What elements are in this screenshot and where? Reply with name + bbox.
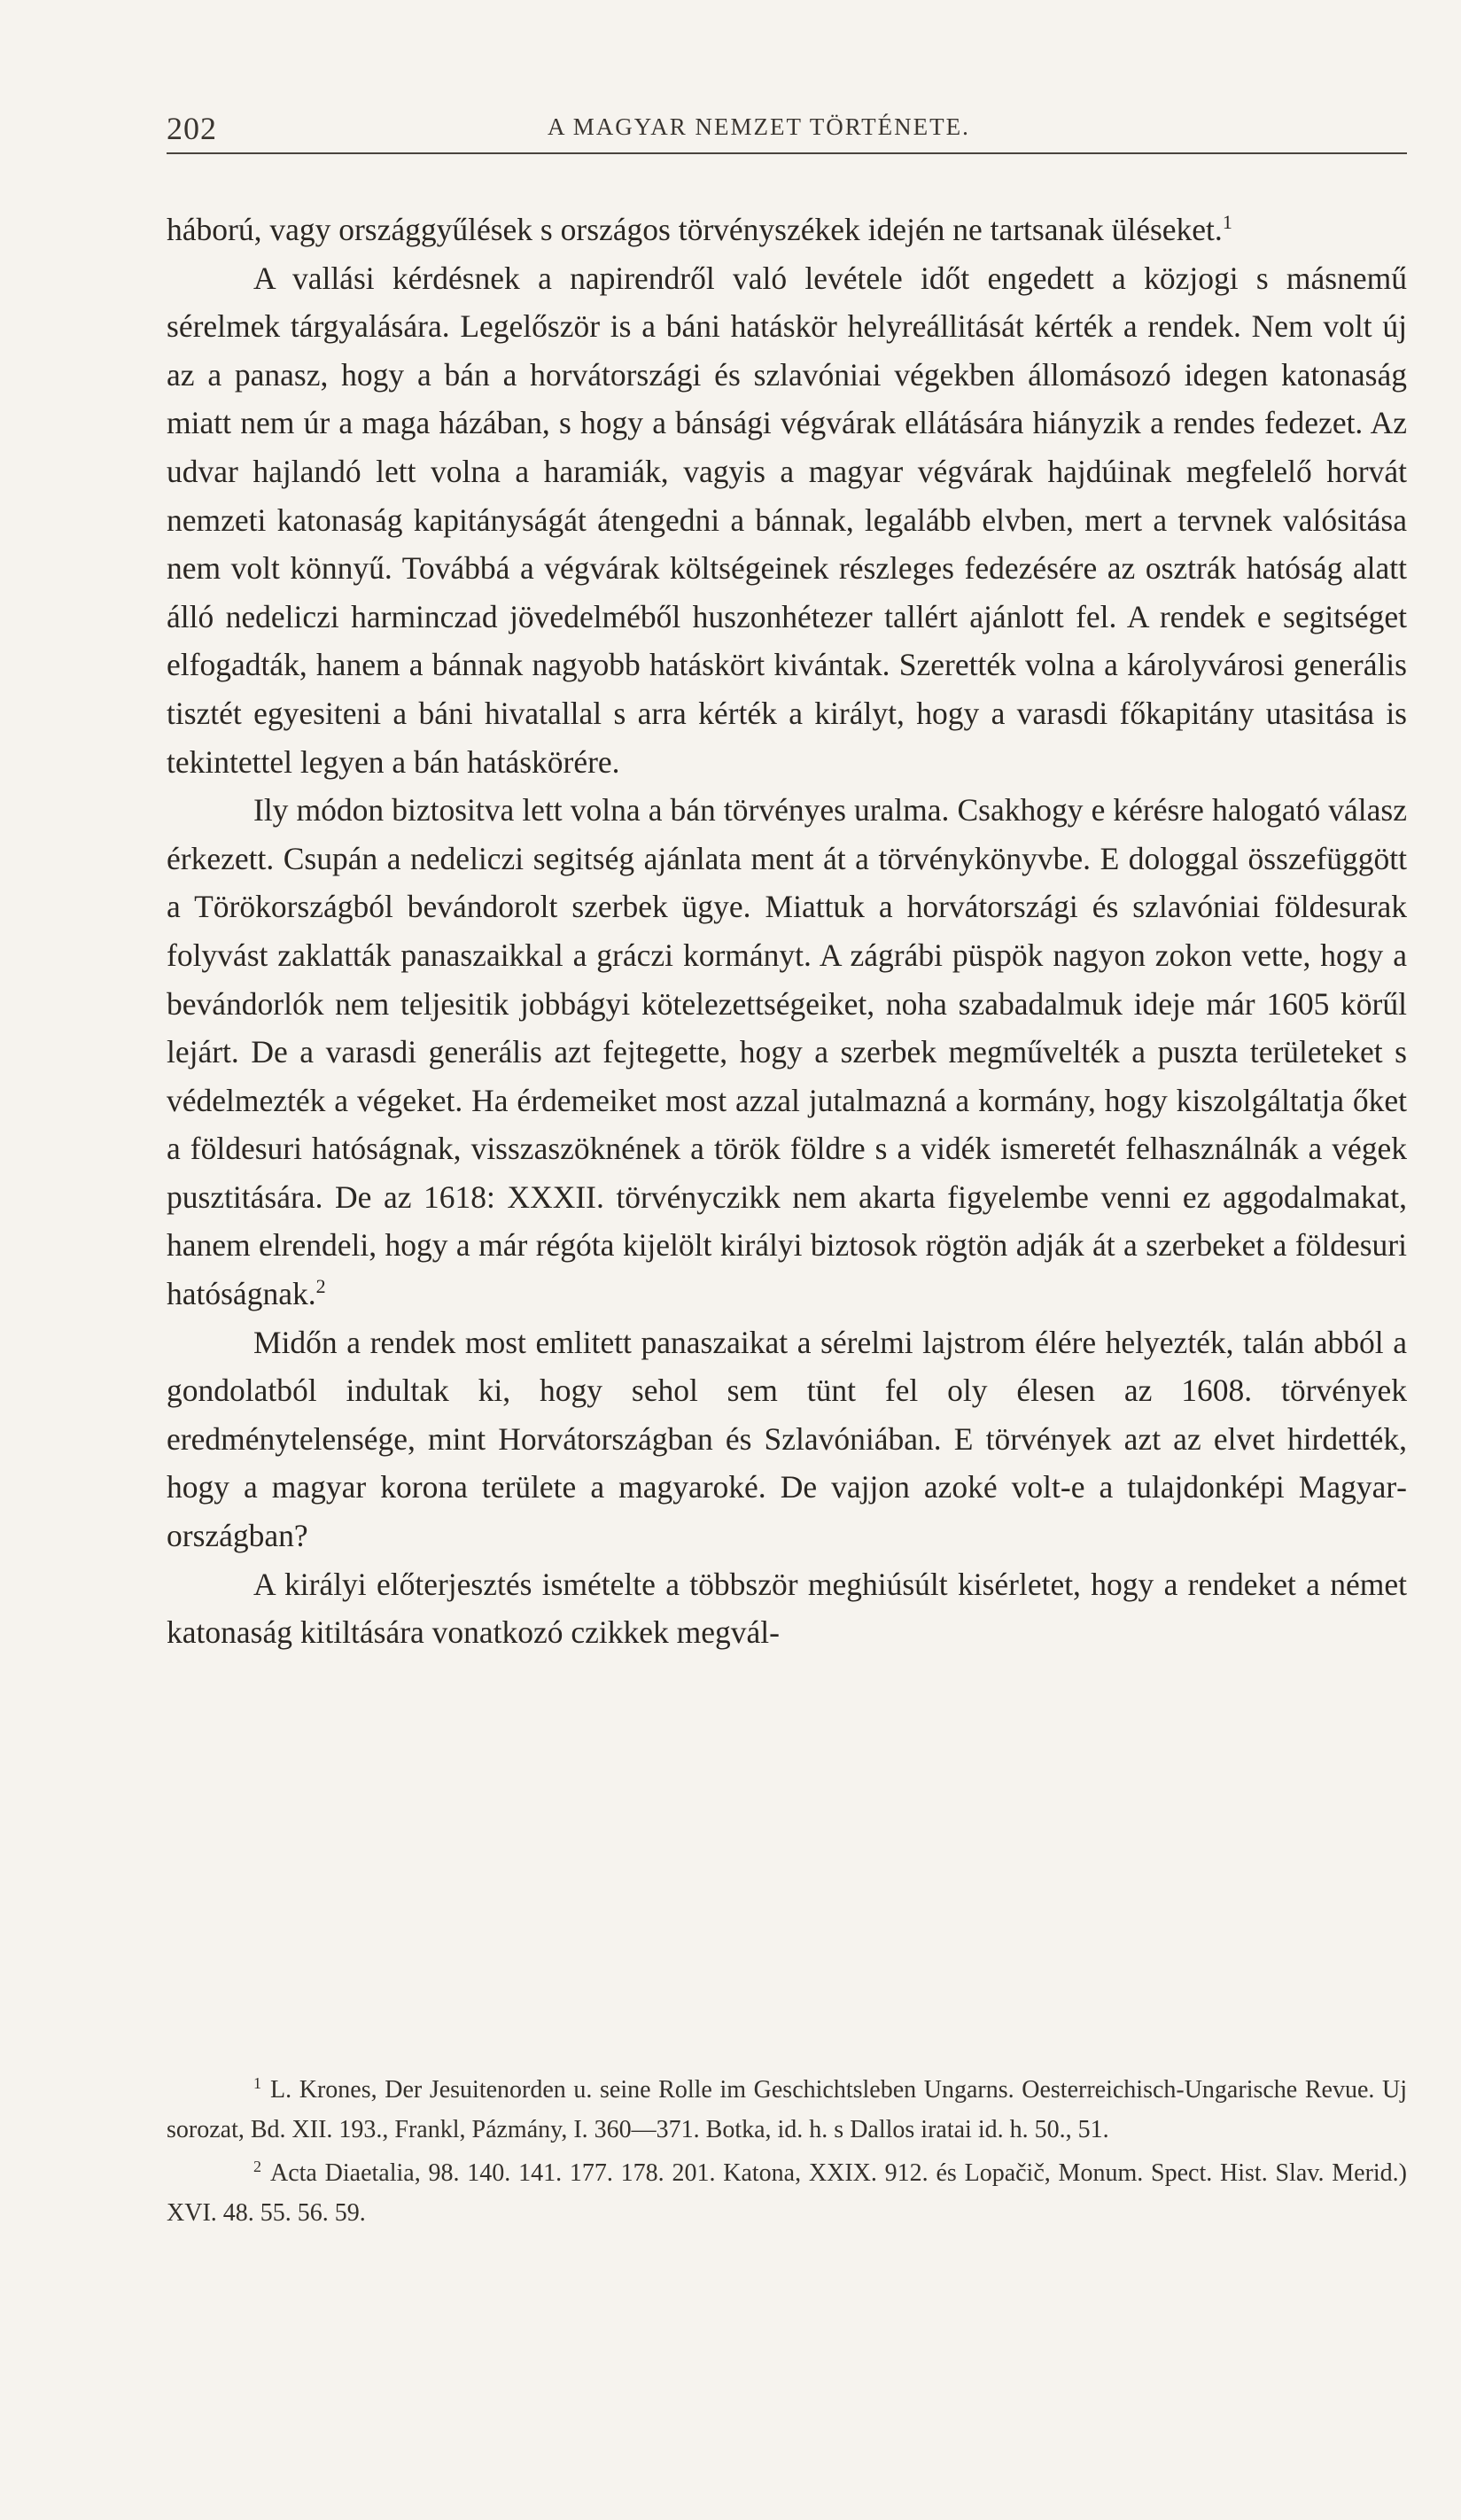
paragraph <box>167 1318 1407 1560</box>
paragraph-text: A királyi előterjesztés ismételte a többször meghiúsúlt kisérletet, hogy a rendeket a német katonaság kitiltására vonatkozó czikkek megvál- <box>167 1566 1407 1651</box>
running-title: A MAGYAR NEMZET TÖRTÉNETE. <box>548 113 970 140</box>
running-head <box>167 105 1407 158</box>
footnotes <box>167 2070 1407 2236</box>
paragraph <box>167 206 1407 254</box>
footnote-reference: 2 <box>315 1275 326 1298</box>
footnote-text: L. Krones, Der Jesuitenorden u. seine Rolle im Geschichtsleben Ungarns. Oesterreichisch-Ungarische Revue. Uj sorozat, Bd. XII. 193., Frankl, Pázmány, I. 360—371. Botka, id. h. s Dallos iratai id. h. 50., 51. <box>167 2076 1407 2143</box>
paragraph-text: háború, vagy országgyűlések s országos törvényszékek idején ne tartsanak üléseket. <box>167 212 1223 247</box>
header-rule <box>167 152 1407 154</box>
footnote-mark: 2 <box>253 2157 261 2175</box>
body-text <box>167 206 1407 1657</box>
footnote-text: Acta Diaetalia, 98. 140. 141. 177. 178. 201. Katona, XXIX. 912. és Lopačič, Monum. Spect. Hist. Slav. Merid.) XVI. 48. 55. 56. 59. <box>167 2159 1407 2227</box>
paragraph-text: Ily módon biztositva lett volna a bán törvényes uralma. Csakhogy e kérésre halogató válasz érkezett. Csupán a nedeliczi segitség ajánlata ment át a törvénykönyvbe. E dologgal összefüggött a Törökországból bevándorolt szerbek ügye. Miattuk a horvátországi és szlavóniai földesurak folyvást zaklatták panaszaikkal a gráczi kormányt. A zágrábi püspök nagyon zokon vette, hogy a bevándorlók nem teljesitik jobbágyi kötelezettségeiket, noha szabadalmuk ideje már 1605 körűl lejárt. De a varasdi generális azt fejtegette, hogy a szerbek megművelték a puszta területeket s védelmezték a végeket. Ha érdemeiket most azzal jutalmazná a kormány, hogy kiszolgáltatja őket a földesuri hatóságnak, visszaszöknének a török földre s a vidék ismeretét felhasználnák a végek pusztitására. De az 1618: XXXII. törvényczikk nem akarta figyelembe venni ez aggodalmakat, hanem elrendeli, hogy a már régóta kijelölt királyi biztosok rögtön adják át a szerbeket a földesuri hatóságnak. <box>167 792 1407 1312</box>
footnote <box>167 2153 1407 2233</box>
paragraph <box>167 1560 1407 1657</box>
paragraph <box>167 786 1407 1318</box>
page-number: 202 <box>167 111 217 146</box>
paragraph <box>167 254 1407 787</box>
paragraph-text: Midőn a rendek most emlitett panaszaikat a sérelmi lajstrom élére helyezték, talán abból a gondolatból indultak ki, hogy sehol sem tünt fel oly élesen az 1608. törvények eredménytelensége, mint Horvátországban és Szlavóniában. E törvények azt az elvet hirdették, hogy a magyar korona területe a magyaroké. De vajjon azoké volt-e a tulajdonképi Magyarországban? <box>167 1324 1407 1554</box>
footnote <box>167 2070 1407 2150</box>
footnote-reference: 1 <box>1222 211 1232 234</box>
footnote-mark: 1 <box>253 2073 261 2092</box>
paragraph-text: A vallási kérdésnek a napirendről való levétele időt engedett a közjogi s másnemű sérelmek tárgyalására. Legelőször is a báni hatáskör helyreállitását kérték a rendek. Nem volt új az a panasz, hogy a bán a horvátországi és szlavóniai végekben állomásozó idegen katonaság miatt nem úr a maga házában, s hogy a bánsági végvárak ellátására hiányzik a rendes fedezet. Az udvar hajlandó lett volna a haramiák, vagyis a magyar végvárak hajdúinak megfelelő horvát nemzeti katonaság kapitányságát átengedni a bánnak, legalább elvben, mert a tervnek valósitása nem volt könnyű. Továbbá a végvárak költségeinek részleges fedezésére az osztrák hatóság alatt álló nedeliczi harminczad jövedelméből huszonhétezer tallért ajánlott fel. A rendek e segitséget elfogadták, hanem a bánnak nagyobb hatáskört kivántak. Szerették volna a károlyvárosi generális tisztét egyesiteni a báni hivatallal s arra kérték a királyt, hogy a varasdi főkapitány utasitása is tekintettel legyen a bán hatáskörére. <box>167 260 1407 780</box>
